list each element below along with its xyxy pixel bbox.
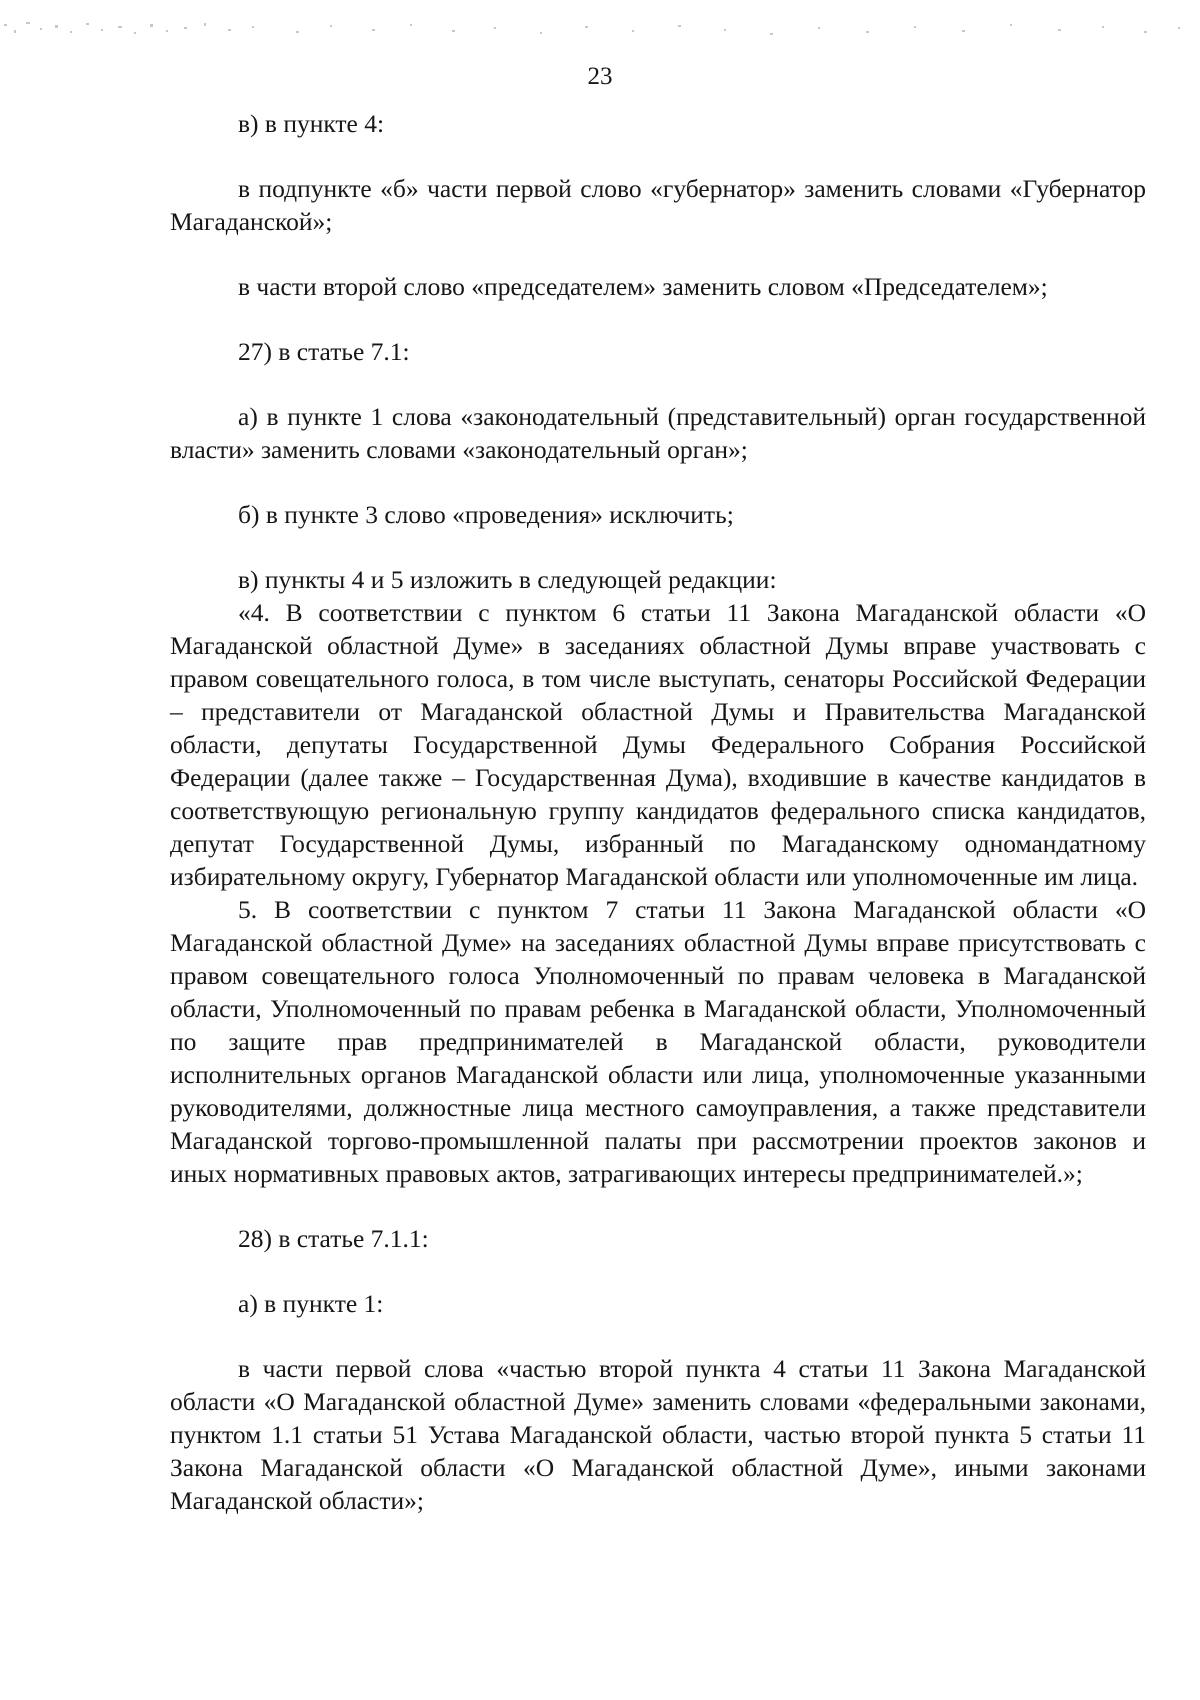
paragraph-7-1-1-a: а) в пункте 1: xyxy=(238,1289,384,1318)
page-number: 23 xyxy=(587,63,613,90)
paragraph-point-5-text: 5. В соответствии с пунктом 7 статьи 11 Закона Магаданской области «О Магаданской областной Думе» на заседаниях областной Думы вправе присутствовать с правом совещательного голоса Уполномоченный по правам человека в Магаданской области, Уполномоченный по правам ребенка в Магаданской области, Уполномоченный по защите прав предпринимателей в Магаданской области, руководители исполнительных органов Магаданской области или лица, уполномоченные указанными руководителями, должностные лица местного самоуправления, а также представители Магаданской торгово-промышленной палаты при рассмотрении проектов законов и иных нормативных правовых актов, затрагивающих интересы предпринимателей.»; xyxy=(170,895,1146,1188)
paragraph-article-7-1: 27) в статье 7.1: xyxy=(238,337,410,366)
scan-noise-strip xyxy=(0,0,1200,60)
paragraph-part-one-words: в части первой слова «частью второй пункта 4 статьи 11 Закона Магаданской области «О Магаданской областной Думе» заменить словами «федеральными законами, пунктом 1.1 статьи 51 Устава Магаданской области, частью второй пункта 5 статьи 11 Закона Магаданской области «О Магаданской областной Думе», иными законами Магаданской области»; xyxy=(170,1354,1146,1515)
paragraph-7-1-v: в) пункты 4 и 5 изложить в следующей редакции: xyxy=(238,565,777,594)
paragraph-item-v-point-4: в) в пункте 4: xyxy=(238,109,385,138)
document-body xyxy=(170,107,1146,1517)
paragraph-7-1-a: а) в пункте 1 слова «законодательный (представительный) орган государственной власти» заменить словами «законодательный орган»; xyxy=(170,402,1146,464)
paragraph-article-7-1-1: 28) в статье 7.1.1: xyxy=(238,1224,429,1253)
paragraph-part-two: в части второй слово «председателем» заменить словом «Председателем»; xyxy=(238,272,1048,301)
paragraph-subpoint-b: в подпункте «б» части первой слово «губернатор» заменить словами «Губернатор Магаданской»; xyxy=(170,174,1146,236)
paragraph-7-1-b: б) в пункте 3 слово «проведения» исключить; xyxy=(238,500,734,529)
paragraph-point-4-text: «4. В соответствии с пунктом 6 статьи 11 Закона Магаданской области «О Магаданской областной Думе» в заседаниях областной Думы вправе участвовать с правом совещательного голоса, в том числе выступать, сенаторы Российской Федерации – представители от Магаданской областной Думы и Правительства Магаданской области, депутаты Государственной Думы Федерального Собрания Российской Федерации (далее также – Государственная Дума), входившие в качестве кандидатов в соответствующую региональную группу кандидатов федерального списка кандидатов, депутат Государственной Думы, избранный по Магаданскому одномандатному избирательному округу, Губернатор Магаданской области или уполномоченные им лица. xyxy=(170,598,1146,891)
